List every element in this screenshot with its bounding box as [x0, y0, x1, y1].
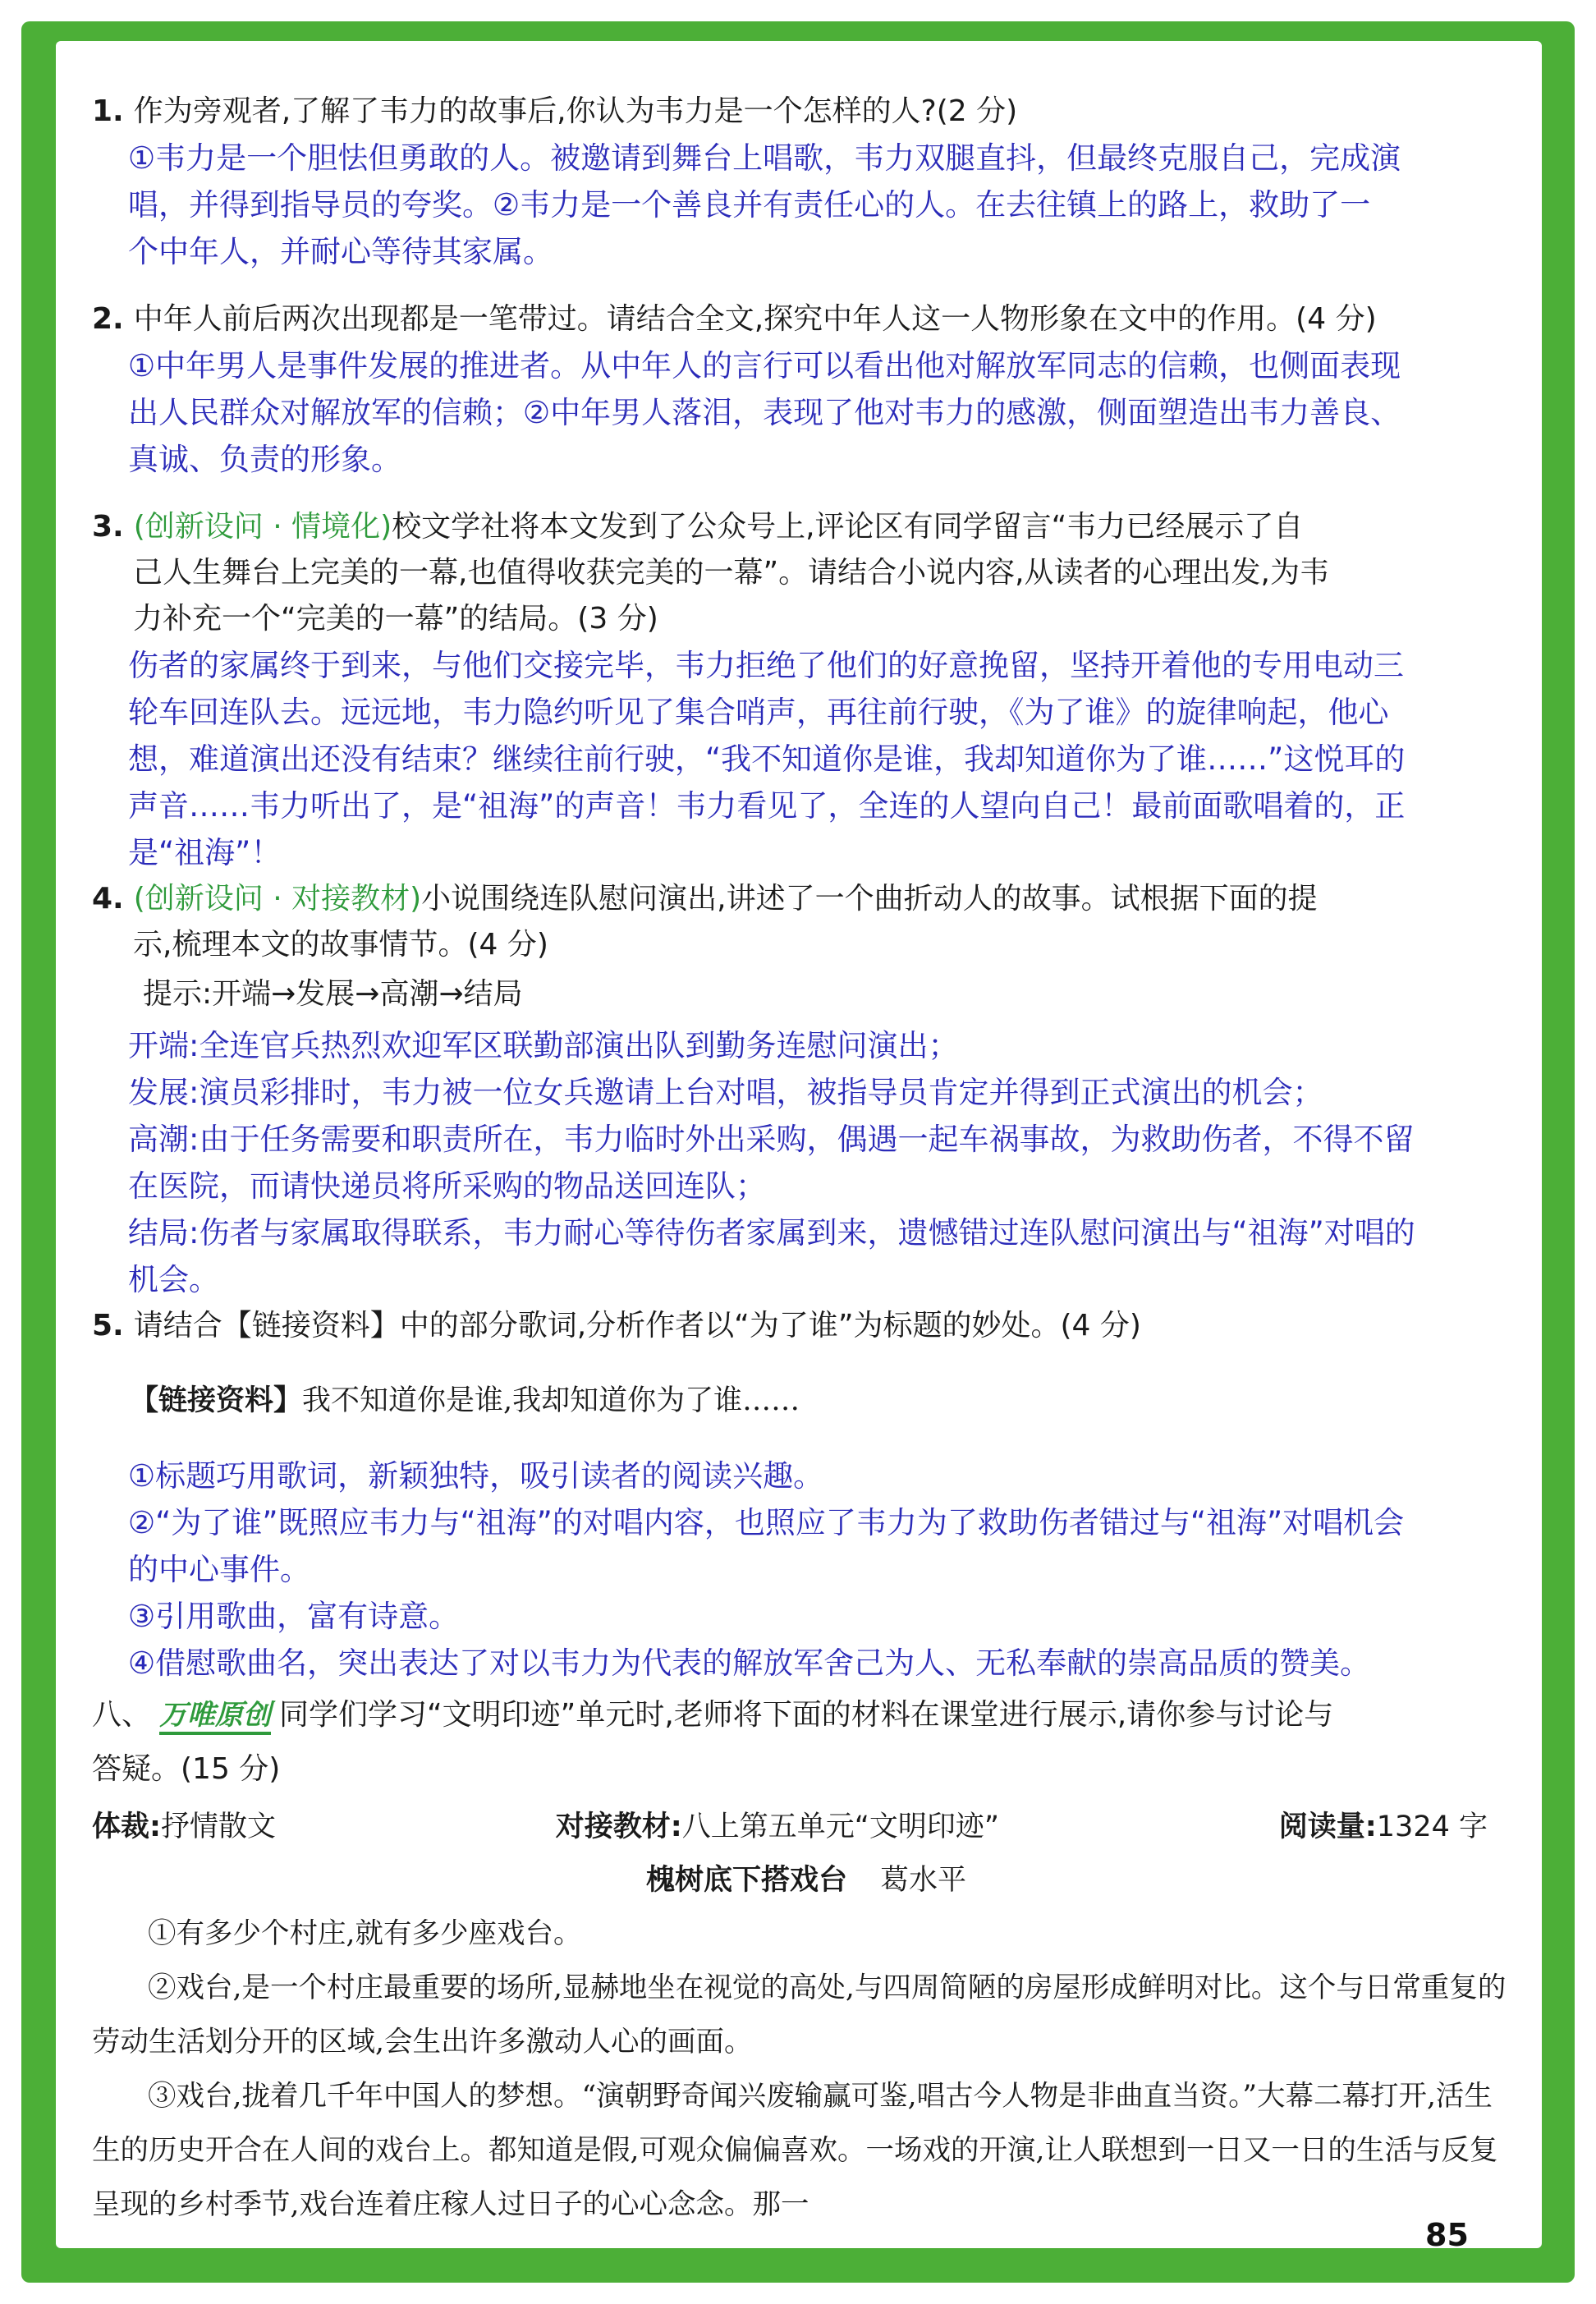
essay-line: ①有多少个村庄,就有多少座戏台。 — [148, 1917, 582, 1950]
essay-body — [92, 1907, 1520, 2232]
link-material — [130, 1378, 1520, 1424]
essay-paragraph — [92, 1907, 1520, 1961]
essay-line: ③戏台,拢着几千年中国人的梦想。“演朝野奇闻兴废输赢可鉴,唱古今人物是非曲直当资。” — [148, 2080, 1257, 2113]
essay-paragraph — [92, 1961, 1520, 2069]
question-number: 1. — [92, 94, 124, 128]
essay-line: ②戏台,是一个村庄最重要的场所,显赫地坐在视觉的高处,与四周简陋的房屋形成鲜明对比。 — [148, 1971, 1280, 2004]
question-text-line: 示,梳理本文的故事情节。(4 分) — [133, 928, 548, 962]
question-text-line: 己人生舞台上完美的一幕,也值得收获完美的一幕”。请结合小说内容,从读者的心理出发,为韦 — [133, 556, 1329, 590]
question-tag: (创新设问 · 情境化) — [133, 510, 392, 544]
reading-label: 阅读量: — [1278, 1811, 1377, 1843]
answer-line: 在医院，而请快递员将所采购的物品送回连队； — [128, 1168, 766, 1204]
essay-line: 大幕二幕打开,活生生的历史开合在人间的戏台上。都知道是假,可观众偏偏喜欢。一场戏的开演, — [92, 2080, 1493, 2167]
question-number: 4. — [92, 882, 124, 916]
answer-line: 是“祖海”！ — [128, 835, 282, 870]
reading-value: 1324 字 — [1376, 1811, 1488, 1843]
question-text: 中年人前后两次出现都是一笔带过。请结合全文,探究中年人这一人物形象在文中的作用。(4 分) — [133, 302, 1377, 336]
link-text: 我不知道你是谁,我却知道你为了谁…… — [302, 1384, 800, 1417]
answer-line: 结局:伤者与家属取得联系，韦力耐心等待伤者家属到来，遗憾错过连队慰问演出与“祖海”对唱的 — [128, 1215, 1415, 1251]
section-text-line: 答疑。(15 分) — [92, 1752, 281, 1786]
question-text: 校文学社将本文发到了公众号上,评论区有同学留言“韦力已经展示了自 — [392, 510, 1304, 544]
answer-3 — [128, 642, 1520, 876]
question-3 — [92, 504, 1520, 550]
question-text: 作为旁观者,了解了韦力的故事后,你认为韦力是一个怎样的人?(2 分) — [133, 94, 1018, 128]
answer-line: 轮车回连队去。远远地，韦力隐约听见了集合哨声，再往前行驶，《为了谁》的旋律响起，他心 — [128, 695, 1389, 730]
question-4 — [92, 876, 1520, 922]
reading-meta — [92, 1803, 1520, 1851]
question-2 — [92, 296, 1520, 342]
page-content — [92, 89, 1520, 2232]
question-1 — [92, 89, 1520, 135]
section-text: 同学们学习“文明印迹”单元时,老师将下面的材料在课堂进行展示,请你参与讨论与 — [279, 1698, 1334, 1732]
link-label: 【链接资料】 — [130, 1384, 303, 1417]
genre-value: 抒情散文 — [161, 1811, 277, 1843]
answer-line: 出人民群众对解放军的信赖；②中年男人落泪，表现了他对韦力的感激，侧面塑造出韦力善良、 — [128, 395, 1401, 430]
answer-line: 高潮:由于任务需要和职责所在，韦力临时外出采购，偶遇一起车祸事故，为救助伤者，不得不留 — [128, 1122, 1415, 1157]
reading-amount — [1279, 1803, 1488, 1851]
essay-line: 这个与日常重复的劳动生活划分开的区域,会生出许多激动人心的画面。 — [92, 1971, 1507, 2058]
genre-label: 体裁: — [92, 1811, 161, 1843]
answer-line: 伤者的家属终于到来，与他们交接完毕，韦力拒绝了他们的好意挽留，坚持开着他的专用电动三 — [128, 648, 1404, 683]
question-number: 3. — [92, 510, 124, 544]
answer-1 — [128, 135, 1520, 275]
hint-line: 提示:开端→发展→高潮→结局 — [143, 977, 523, 1011]
answer-line: ③引用歌曲，富有诗意。 — [128, 1599, 460, 1634]
essay-paragraph — [92, 2069, 1520, 2232]
answer-line: 真诚、负责的形象。 — [128, 442, 401, 477]
answer-line: 发展:演员彩排时，韦力被一位女兵邀请上台对唱，被指导员肯定并得到正式演出的机会； — [128, 1075, 1323, 1110]
question-number: 5. — [92, 1309, 124, 1342]
answer-line: 的中心事件。 — [128, 1552, 310, 1587]
answer-2 — [128, 342, 1520, 483]
answer-line: 唱，并得到指导员的夸奖。②韦力是一个善良并有责任心的人。在去往镇上的路上，救助了一 — [128, 187, 1371, 223]
answer-line: 声音……韦力听出了，是“祖海”的声音！韦力看见了，全连的人望向自己！最前面歌唱着的，正 — [128, 788, 1406, 824]
question-text: 小说围绕连队慰问演出,讲述了一个曲折动人的故事。试根据下面的提 — [421, 882, 1318, 916]
section-prefix: 八、 — [92, 1698, 152, 1732]
page-number: 85 — [1425, 2217, 1469, 2253]
answer-5 — [128, 1453, 1520, 1687]
question-tag: (创新设问 · 对接教材) — [133, 882, 422, 916]
answer-4 — [128, 1022, 1520, 1303]
answer-line: 开端:全连官兵热烈欢迎军区联勤部演出队到勤务连慰问演出； — [128, 1028, 959, 1063]
essay-title-row — [92, 1854, 1520, 1907]
question-number: 2. — [92, 302, 124, 336]
essay-line: 让人联想到一日又一日的生活与反复呈现的乡村季节,戏台连着庄稼人过日子的心心念念。那一 — [92, 2134, 1498, 2221]
answer-line: ①韦力是一个胆怯但勇敢的人。被邀请到舞台上唱歌，韦力双腿直抖，但最终克服自己，完成演 — [128, 140, 1401, 176]
textbook — [556, 1803, 999, 1851]
essay-author: 葛水平 — [880, 1864, 967, 1897]
answer-line: 想，难道演出还没有结束？继续往前行驶，“我不知道你是谁，我却知道你为了谁……”这悦耳的 — [128, 741, 1406, 777]
textbook-label: 对接教材: — [555, 1811, 682, 1843]
brand-logo: 万唯原创 — [159, 1699, 271, 1735]
answer-line: 机会。 — [128, 1262, 219, 1297]
answer-line: ①标题巧用歌词，新颖独特，吸引读者的阅读兴趣。 — [128, 1458, 824, 1494]
genre — [92, 1803, 276, 1851]
answer-line: ②“为了谁”既照应韦力与“祖海”的对唱内容，也照应了韦力为了救助伤者错过与“祖海”对唱机会 — [128, 1505, 1405, 1540]
textbook-value: 八上第五单元“文明印迹” — [681, 1811, 1000, 1843]
answer-line: 个中年人，并耐心等待其家属。 — [128, 234, 553, 269]
question-5 — [92, 1303, 1520, 1349]
section-8-intro — [92, 1690, 1520, 1741]
question-text: 请结合【链接资料】中的部分歌词,分析作者以“为了谁”为标题的妙处。(4 分) — [133, 1309, 1141, 1342]
answer-line: ④借慰歌曲名，突出表达了对以韦力为代表的解放军舍己为人、无私奉献的崇高品质的赞美。 — [128, 1645, 1371, 1681]
question-text-line: 力补充一个“完美的一幕”的结局。(3 分) — [133, 602, 658, 636]
answer-line: ①中年男人是事件发展的推进者。从中年人的言行可以看出他对解放军同志的信赖，也侧面表现 — [128, 348, 1401, 383]
essay-title: 槐树底下搭戏台 — [645, 1864, 847, 1897]
